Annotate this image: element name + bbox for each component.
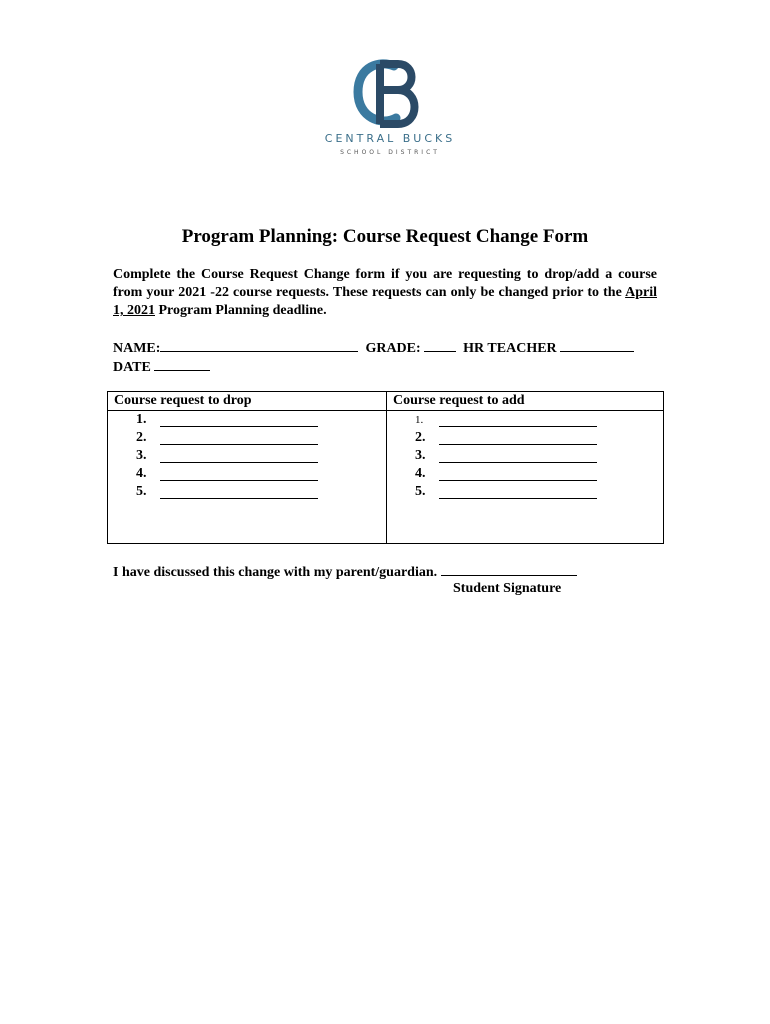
signature-field[interactable] (441, 563, 577, 576)
add-item: 2. (387, 429, 663, 447)
add-item: 3. (387, 447, 663, 465)
add-item: 5. (387, 483, 663, 501)
date-label: DATE (113, 360, 151, 375)
add-course-field[interactable] (439, 462, 597, 463)
drop-item: 1. (108, 411, 386, 429)
intro-text-1: Complete the Course Request Change form if you are requesting to drop/add a course from your 2021 -22 course requests. These requests can only be changed prior to the (113, 267, 657, 300)
course-request-table (107, 391, 664, 544)
drop-item: 5. (108, 483, 386, 501)
add-item: 4. (387, 465, 663, 483)
add-course-field[interactable] (439, 426, 597, 427)
add-course-field[interactable] (439, 498, 597, 499)
date-field[interactable] (154, 358, 210, 371)
hr-teacher-field[interactable] (560, 339, 634, 352)
drop-item: 3. (108, 447, 386, 465)
grade-field[interactable] (424, 339, 456, 352)
drop-item: 2. (108, 429, 386, 447)
drop-header: Course request to drop (108, 392, 386, 411)
add-header: Course request to add (387, 392, 663, 411)
attestation-text: I have discussed this change with my parent/guardian. (113, 565, 438, 580)
signature-label: Student Signature (453, 581, 562, 596)
drop-course-field[interactable] (160, 426, 318, 427)
student-fields (113, 339, 634, 377)
add-course-field[interactable] (439, 444, 597, 445)
drop-course-field[interactable] (160, 480, 318, 481)
hr-teacher-label: HR TEACHER (463, 341, 557, 356)
grade-label: GRADE: (365, 341, 421, 356)
cb-monogram-icon (350, 58, 430, 130)
name-label: NAME: (113, 341, 161, 356)
add-item: 1. (387, 411, 663, 429)
add-column (387, 392, 663, 543)
intro-text-2: Program Planning deadline. (155, 303, 327, 318)
drop-course-field[interactable] (160, 462, 318, 463)
drop-course-field[interactable] (160, 498, 318, 499)
parent-attestation (113, 563, 577, 581)
intro-paragraph (113, 266, 657, 320)
name-field[interactable] (160, 339, 358, 352)
form-title: Program Planning: Course Request Change Form (181, 226, 589, 247)
drop-item: 4. (108, 465, 386, 483)
deadline-date: April 1, 2021 (113, 285, 657, 318)
logo-name: CENTRAL BUCKS (324, 132, 456, 145)
logo-subtitle: SCHOOL DISTRICT (340, 149, 440, 156)
drop-column (108, 392, 387, 543)
drop-course-field[interactable] (160, 444, 318, 445)
district-logo (310, 58, 470, 158)
add-course-field[interactable] (439, 480, 597, 481)
